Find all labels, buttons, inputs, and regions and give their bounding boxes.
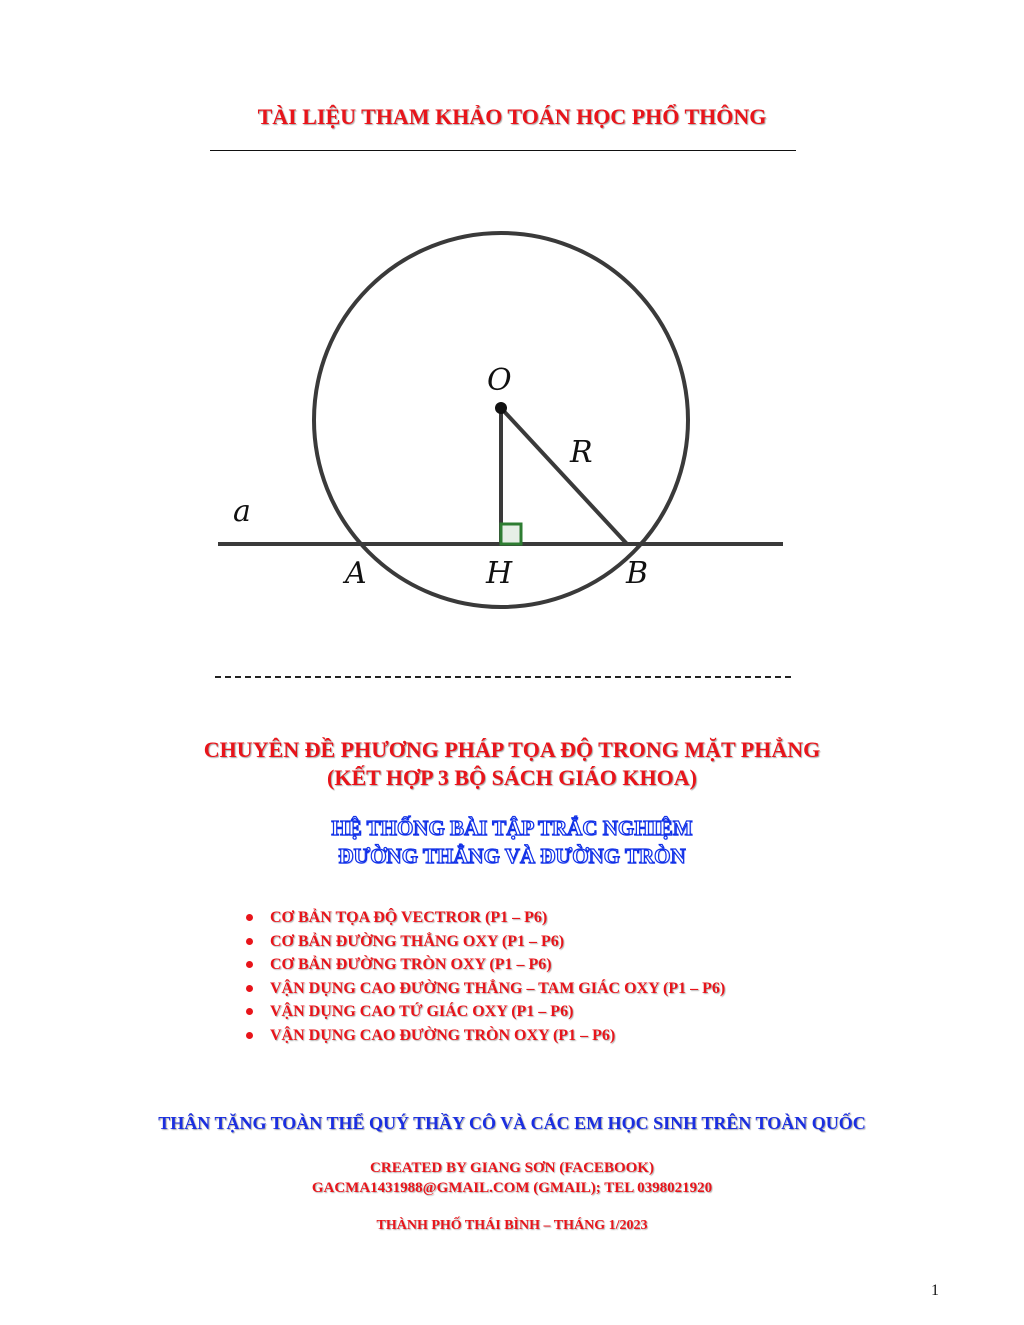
- bullet-icon: [246, 938, 253, 945]
- title-underline: [210, 150, 796, 151]
- topic-label: VẬN DỤNG CAO ĐƯỜNG THẲNG – TAM GIÁC OXY (P1 – P6): [270, 979, 726, 997]
- place-date: THÀNH PHỐ THÁI BÌNH – THÁNG 1/2023: [376, 1218, 648, 1233]
- right-angle-mark: [501, 524, 521, 544]
- bullet-icon: [246, 961, 253, 968]
- point-o: [495, 402, 507, 414]
- subject-line-2: (KẾT HỢP 3 BỘ SÁCH GIÁO KHOA): [327, 765, 697, 790]
- subject-heading: [0, 736, 1024, 792]
- system-heading: [0, 814, 1024, 870]
- label-a-point: A: [345, 556, 367, 591]
- topic-label: CƠ BẢN TỌA ĐỘ VECTROR (P1 – P6): [270, 909, 548, 926]
- bullet-icon: [246, 1032, 253, 1039]
- list-item: [270, 1024, 725, 1048]
- created-by: CREATED BY GIANG SƠN (FACEBOOK): [370, 1160, 654, 1176]
- document-title: TÀI LIỆU THAM KHẢO TOÁN HỌC PHỔ THÔNG: [257, 104, 767, 129]
- list-item: [270, 977, 725, 1001]
- list-item: [270, 953, 725, 977]
- dedication-line: THÂN TẶNG TOÀN THỂ QUÝ THẦY CÔ VÀ CÁC EM HỌC SINH TRÊN TOÀN QUỐC: [158, 1113, 866, 1133]
- topic-label: CƠ BẢN ĐƯỜNG TRÒN OXY (P1 – P6): [270, 956, 552, 973]
- page-number: 1: [931, 1282, 939, 1299]
- topic-label: VẬN DỤNG CAO ĐƯỜNG TRÒN OXY (P1 – P6): [270, 1026, 616, 1044]
- topic-label: VẬN DỤNG CAO TỨ GIÁC OXY (P1 – P6): [270, 1003, 574, 1020]
- dashed-separator: [215, 676, 791, 678]
- label-r: R: [570, 435, 593, 470]
- list-item: [270, 1000, 725, 1024]
- list-item: [270, 906, 725, 930]
- system-line-2: ĐƯỜNG THẲNG VÀ ĐƯỜNG TRÒN: [338, 844, 686, 868]
- system-line-1: HỆ THỐNG BÀI TẬP TRẮC NGHIỆM: [331, 816, 693, 840]
- subject-line-1: CHUYÊN ĐỀ PHƯƠNG PHÁP TỌA ĐỘ TRONG MẶT PHẲNG: [203, 737, 821, 762]
- bullet-icon: [246, 1008, 253, 1015]
- topic-list: [240, 906, 725, 1047]
- label-o: O: [487, 363, 512, 398]
- topic-label: CƠ BẢN ĐƯỜNG THẲNG OXY (P1 – P6): [270, 932, 565, 950]
- bullet-icon: [246, 985, 253, 992]
- list-item: [270, 930, 725, 954]
- label-b: B: [626, 556, 649, 591]
- geometry-figure: [190, 200, 810, 620]
- contact-info: GACMA1431988@GMAIL.COM (GMAIL); TEL 0398021920: [311, 1180, 713, 1196]
- label-a: a: [233, 494, 251, 529]
- label-h: H: [486, 556, 513, 591]
- bullet-icon: [246, 914, 253, 921]
- credits-block: [0, 1158, 1024, 1198]
